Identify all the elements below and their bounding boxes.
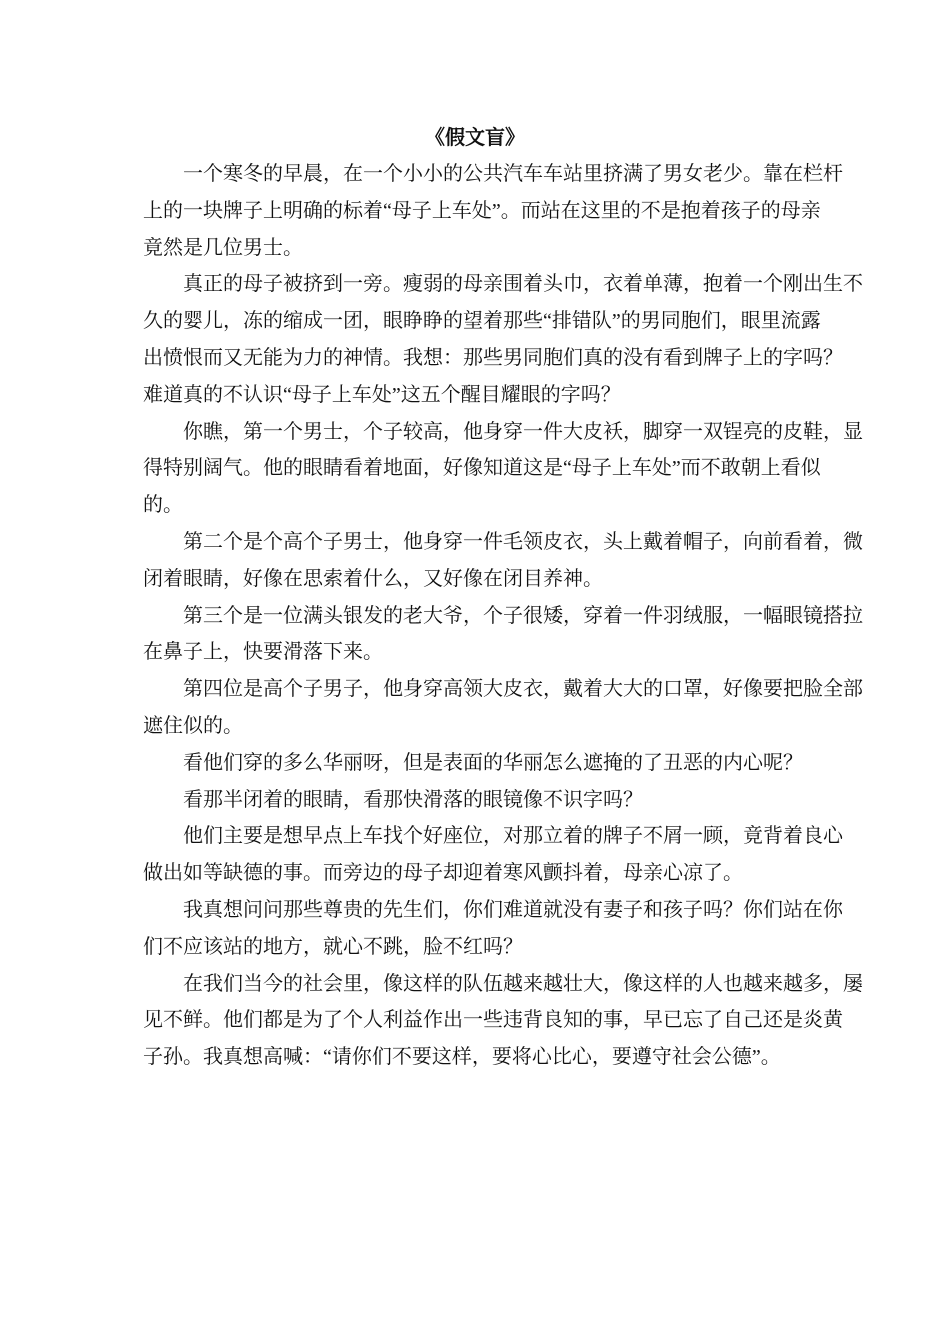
paragraph-line: 我真想问问那些尊贵的先生们，你们难道就没有妻子和孩子吗？你们站在你 xyxy=(183,898,843,921)
paragraph-line: 真正的母子被挤到一旁。瘦弱的母亲围着头巾，衣着单薄，抱着一个刚出生不 xyxy=(183,273,863,296)
paragraph-line: 你瞧，第一个男士，个子较高，他身穿一件大皮袄，脚穿一双锃亮的皮鞋，显 xyxy=(183,420,863,443)
paragraph-line: 难道真的不认识“母子上车处”这五个醒目耀眼的字吗？ xyxy=(143,383,621,406)
paragraph-line: 看他们穿的多么华丽呀，但是表面的华丽怎么遮掩的了丑恶的内心呢？ xyxy=(183,751,803,774)
paragraph-line: 的。 xyxy=(143,494,183,517)
paragraph-line: 得特别阔气。他的眼睛看着地面，好像知道这是“母子上车处”而不敢朝上看似 xyxy=(143,457,821,480)
paragraph-line: 第二个是个高个子男士，他身穿一件毛领皮衣，头上戴着帽子，向前看着，微 xyxy=(183,530,863,553)
paragraph-line: 出愤恨而又无能为力的神情。我想：那些男同胞们真的没有看到牌子上的字吗？ xyxy=(143,346,843,369)
paragraph-line: 遮住似的。 xyxy=(143,714,243,737)
paragraph-line: 子孙。我真想高喊：“请你们不要这样，要将心比心，要遵守社会公德”。 xyxy=(143,1046,781,1069)
paragraph-line: 做出如等缺德的事。而旁边的母子却迎着寒风颤抖着，母亲心凉了。 xyxy=(143,862,743,885)
paragraph-line: 在我们当今的社会里，像这样的队伍越来越壮大，像这样的人也越来越多，屡 xyxy=(183,972,863,995)
paragraph-line: 看那半闭着的眼睛，看那快滑落的眼镜像不识字吗？ xyxy=(183,788,643,811)
document-body xyxy=(143,156,863,1076)
paragraph xyxy=(143,892,843,966)
paragraph-line: 们不应该站的地方，就心不跳，脸不红吗？ xyxy=(143,935,523,958)
paragraph-line: 久的婴儿，冻的缩成一团，眼睁睁的望着那些“排错队”的男同胞们，眼里流露 xyxy=(143,310,821,333)
paragraph-line: 一个寒冬的早晨，在一个小小的公共汽车车站里挤满了男女老少。靠在栏杆 xyxy=(183,163,843,185)
document-page xyxy=(143,122,863,1076)
paragraph-line: 第三个是一位满头银发的老大爷，个子很矮，穿着一件羽绒服，一幅眼镜搭拉 xyxy=(183,604,863,627)
paragraph xyxy=(143,818,843,892)
paragraph xyxy=(143,156,843,266)
document-title: 《假文盲》 xyxy=(425,127,525,149)
paragraph-line: 闭着眼睛，好像在思索着什么，又好像在闭目养神。 xyxy=(143,567,603,590)
paragraph-line: 竟然是几位男士。 xyxy=(143,236,303,259)
paragraph xyxy=(143,745,807,782)
paragraph-line: 第四位是高个子男子，他身穿高领大皮衣，戴着大大的口罩，好像要把脸全部 xyxy=(183,678,863,701)
paragraph xyxy=(143,782,807,819)
paragraph xyxy=(143,414,863,524)
paragraph xyxy=(143,598,863,672)
paragraph-line: 他们主要是想早点上车找个好座位，对那立着的牌子不屑一顾，竟背着良心 xyxy=(183,825,843,848)
paragraph-line: 上的一块牌子上明确的标着“母子上车处”。而站在这里的不是抱着孩子的母亲 xyxy=(143,199,821,222)
paragraph xyxy=(143,524,863,598)
paragraph xyxy=(143,266,863,413)
paragraph-line: 见不鲜。他们都是为了个人利益作出一些违背良知的事，早已忘了自己还是炎黄 xyxy=(143,1009,843,1032)
paragraph xyxy=(143,966,863,1076)
paragraph xyxy=(143,671,863,745)
paragraph-line: 在鼻子上，快要滑落下来。 xyxy=(143,641,383,664)
